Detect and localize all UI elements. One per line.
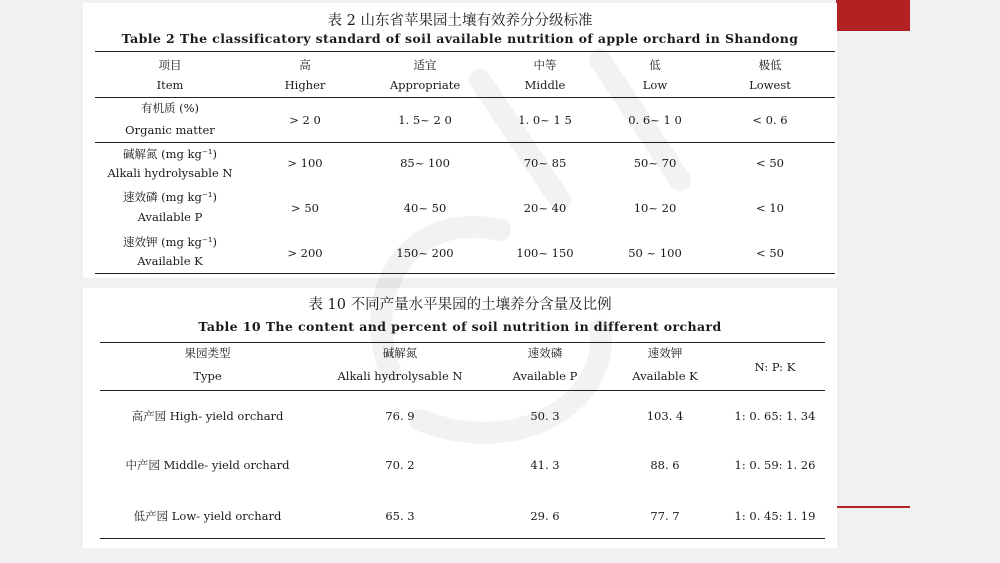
table-10-caption-cn: 表 10 不同产量水平果园的土壤养分含量及比例 [308, 297, 612, 313]
table-2-row-phosphorus-low: 10~ 20 [633, 201, 677, 215]
table-10-row-middle-potassium: 88. 6 [650, 458, 680, 472]
table-10-row-middle-phosphorus: 41. 3 [530, 458, 560, 472]
table-2-row-organic-matter-low: 0. 6~ 1 0 [628, 113, 682, 127]
table-2-row-potassium-appropriate: 150~ 200 [396, 246, 454, 260]
table-10-top-rule [100, 342, 825, 343]
table-10-row-low-nitrogen: 65. 3 [385, 509, 415, 523]
table-2-header-low: 低 Low [642, 58, 668, 92]
table-10-row-low-type: 低产园 Low- yield orchard [133, 509, 282, 523]
table-2-row-nitrogen-lowest: < 50 [756, 156, 784, 170]
table-10-caption-en: Table 10 The content and percent of soil nutrition in different orchard [198, 319, 722, 334]
table-10-header-ratio: N: P: K [754, 360, 796, 374]
table-2-row-nitrogen-low: 50~ 70 [633, 156, 677, 170]
table-2-caption-cn: 表 2 山东省苹果园土壤有效养分分级标准 [327, 13, 593, 29]
table-10-bottom-rule [100, 538, 825, 539]
table-2-row-organic-matter-middle: 1. 0~ 1 5 [518, 113, 572, 127]
table-10-row-high-phosphorus: 50. 3 [530, 409, 560, 423]
table-10-row-middle-nitrogen: 70. 2 [385, 458, 415, 472]
table-2-header-higher: 高 Higher [284, 58, 326, 92]
table-2-panel [83, 3, 837, 278]
table-2-header-appropriate: 适宜 Appropriate [389, 58, 461, 92]
table-2-row-potassium-item: 速效钾 (mg kg⁻¹) Available K [122, 235, 218, 268]
table-2-header-lowest: 极低 Lowest [749, 58, 791, 92]
table-2-row-nitrogen-middle: 70~ 85 [523, 156, 567, 170]
table-2-row-potassium-lowest: < 50 [756, 246, 784, 260]
table-2-header-middle: 中等 Middle [524, 58, 566, 92]
table-10-header-rule [100, 390, 825, 391]
table-2-caption-en: Table 2 The classificatory standard of soil available nutrition of apple orchard in Shandong [121, 31, 799, 46]
table-2-row-potassium-middle: 100~ 150 [516, 246, 574, 260]
table-2-header-rule [95, 97, 835, 98]
table-10-row-middle-ratio: 1: 0. 59: 1. 26 [734, 458, 816, 472]
table-2-row-nitrogen-item: 碱解氮 (mg kg⁻¹) Alkali hydrolysable N [107, 147, 233, 180]
table-10-row-high-potassium: 103. 4 [646, 409, 684, 423]
table-10-header-phosphorus: 速效磷 Available P [512, 346, 578, 383]
table-2-row-organic-matter-item: 有机质 (%) Organic matter [125, 101, 215, 137]
table-2-row-phosphorus-middle: 20~ 40 [523, 201, 567, 215]
table-2-row-phosphorus-lowest: < 10 [756, 201, 784, 215]
table-10-row-high-ratio: 1: 0. 65: 1. 34 [734, 409, 816, 423]
table-10-header-type: 果园类型 Type [184, 346, 231, 383]
table-10-header-potassium: 速效钾 Available K [632, 346, 698, 383]
bottom-accent-bar [836, 506, 910, 508]
table-10-row-low-ratio: 1: 0. 45: 1. 19 [734, 509, 816, 523]
table-2-row-phosphorus-item: 速效磷 (mg kg⁻¹) Available P [122, 190, 218, 224]
table-10-row-low-potassium: 77. 7 [650, 509, 680, 523]
table-2-row-nitrogen-higher: > 100 [287, 156, 323, 170]
table-10-header-nitrogen: 碱解氮 Alkali hydrolysable N [337, 346, 463, 383]
table-2-row-potassium-low: 50 ~ 100 [628, 246, 682, 260]
table-2-row-organic-matter-appropriate: 1. 5~ 2 0 [398, 113, 452, 127]
table-10-row-high-nitrogen: 76. 9 [385, 409, 415, 423]
table-2-row-rule [95, 142, 835, 143]
table-10-row-high-type: 高产园 High- yield orchard [131, 409, 284, 423]
table-2-row-phosphorus-appropriate: 40~ 50 [403, 201, 447, 215]
table-2-row-potassium-higher: > 200 [287, 246, 323, 260]
table-2-row-phosphorus-higher: > 50 [291, 201, 319, 215]
table-2-row-nitrogen-appropriate: 85~ 100 [400, 156, 450, 170]
table-2-bottom-rule [95, 273, 835, 274]
table-2-row-organic-matter-lowest: < 0. 6 [752, 113, 788, 127]
table-2-header-item: 项目 Item [156, 58, 184, 92]
table-10-panel [83, 288, 837, 548]
table-2-row-organic-matter-higher: > 2 0 [289, 113, 321, 127]
table-10-row-middle-type: 中产园 Middle- yield orchard [125, 458, 290, 472]
table-10-row-low-phosphorus: 29. 6 [530, 509, 560, 523]
table-2-top-rule [95, 51, 835, 52]
top-accent-bar [836, 0, 910, 31]
